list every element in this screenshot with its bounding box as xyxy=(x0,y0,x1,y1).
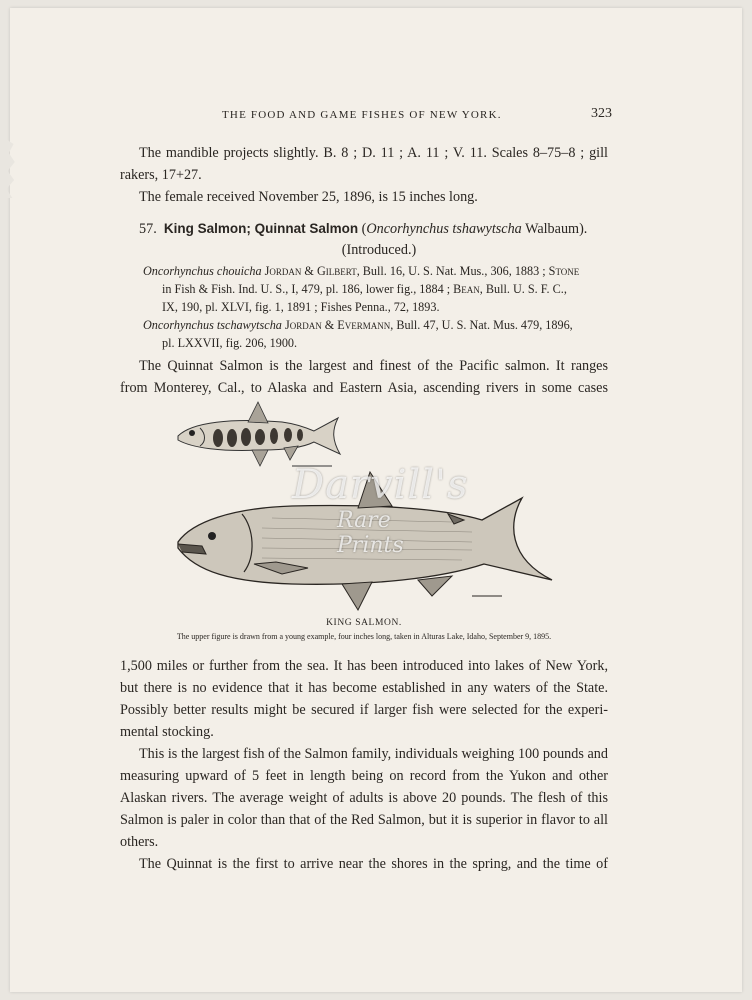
paragraph: This is the largest fish of the Salmon family, individuals weighing 100 pounds and measuring upward of 5 feet in length being on record from the Yukon and other Alaskan rivers. The average weight of adults is above 20 pounds. The flesh of this Salmon is paler in color than that of the Red Salmon, but it is superior in flavor to all others. xyxy=(120,746,608,850)
figure-subcaption: The upper figure is drawn from a young example, four inches long, taken in Alturas Lake, Idaho, September 9, 1895. xyxy=(176,632,552,641)
paragraph: The Quinnat is the first to arrive near the shores in the spring, and the time of xyxy=(139,856,608,872)
synonym-author: Bean xyxy=(453,282,480,296)
text-line: from Monterey, Cal., to Alaska and Eastern Asia, ascending rivers in some cases xyxy=(120,380,608,396)
synonym-author: Jordan & Gilbert xyxy=(264,264,357,278)
synonym-name: Oncorhynchus chouicha xyxy=(143,264,262,278)
synonymy-entry-1 xyxy=(143,262,608,316)
citation-text: in Fish & Fish. Ind. U. S., I, 479, pl. 186, lower fig., 1884 ; xyxy=(162,282,451,296)
intro-paragraph xyxy=(120,355,608,399)
synonym-name: Oncorhynchus tschawytscha xyxy=(143,318,282,332)
torn-edge xyxy=(4,138,16,198)
scientific-name: Oncorhynchus tshawytscha xyxy=(366,221,522,237)
figure-caption: KING SALMON. xyxy=(326,618,402,628)
species-title: King Salmon; Quinnat Salmon xyxy=(163,221,359,236)
synonym-author: Stone xyxy=(548,264,580,278)
text-line: The female received November 25, 1896, is 15 inches long. xyxy=(139,189,478,205)
watermark xyxy=(292,462,469,558)
watermark-line: Darvill's xyxy=(292,462,469,508)
body-text xyxy=(120,655,608,875)
species-heading xyxy=(120,218,608,261)
young-salmon-illustration xyxy=(172,398,348,472)
citation-text: , Bull. 47, U. S. Nat. Mus. 479, 1896, xyxy=(390,318,573,332)
species-number: 57. xyxy=(139,221,157,237)
synonymy-entry-2 xyxy=(143,316,608,352)
synonym-author: Jordan & Evermann xyxy=(284,318,391,332)
watermark-line: Rare Prints xyxy=(337,508,404,558)
introduced-note: (Introduced.) xyxy=(341,242,417,258)
page-number: 323 xyxy=(591,106,612,121)
running-head: THE FOOD AND GAME FISHES OF NEW YORK. xyxy=(222,109,502,121)
citation-text: , Bull. 16, U. S. Nat. Mus., 306, 1883 ; xyxy=(356,264,546,278)
citation-text: , Bull. U. S. F. C., xyxy=(479,282,567,296)
text-line: The Quinnat Salmon is the largest and finest of the Pacific salmon. It ranges xyxy=(139,358,608,374)
paragraph: 1,500 miles or further from the sea. It has been introduced into lakes of New York, but there is no evidence that it has become established in any waters of the State. Possibly better results might be secured if larger fish were selected for the experi-mental stocking. xyxy=(120,658,608,740)
open-paren: ( xyxy=(361,221,367,237)
citation-text: pl. LXXVII, fig. 206, 1900. xyxy=(162,336,298,350)
text-line: The mandible projects slightly. B. 8 ; D. 11 ; A. 11 ; V. 11. Scales 8–75–8 ; gill xyxy=(139,145,608,161)
citation-text: IX, 190, pl. XLVI, fig. 1, 1891 ; Fishes Penna., 72, 1893. xyxy=(162,300,440,314)
text-line: rakers, 17+27. xyxy=(120,167,202,183)
top-paragraph xyxy=(120,142,608,208)
species-author: Walbaum). xyxy=(525,221,588,237)
